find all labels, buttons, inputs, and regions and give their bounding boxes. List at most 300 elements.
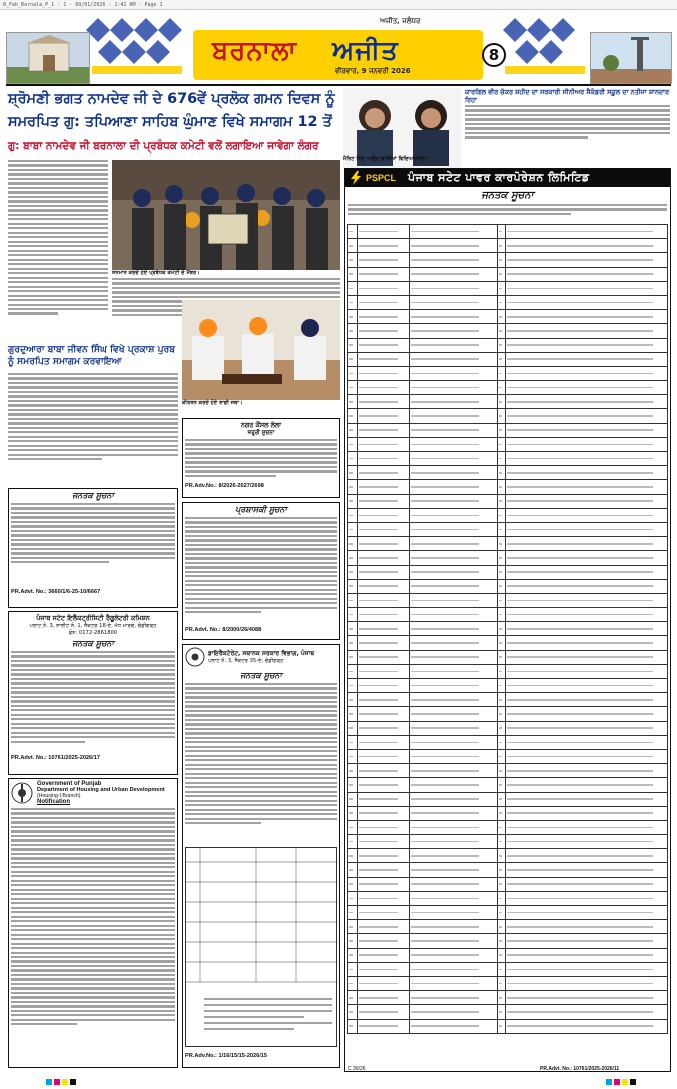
tender-row (348, 565, 668, 579)
tender-cell (498, 1019, 506, 1033)
tender-cell (348, 707, 358, 721)
tender-cell (506, 693, 668, 707)
tender-cell (498, 225, 506, 239)
masthead-photo-right (590, 32, 672, 84)
masthead-kicker: ਅਜੀਤ, ਜਲੰਧਰ (380, 17, 421, 25)
tender-cell (498, 877, 506, 891)
tender-cell (358, 679, 410, 693)
tender-cell (410, 891, 498, 905)
tender-cell (498, 253, 506, 267)
logo-barnala: ਬਰਨਾਲਾ (212, 36, 298, 66)
regulatory-board-name: ਪੰਜਾਬ ਸਟੇਟ ਇਲੈਕਟ੍ਰੀਸਿਟੀ ਰੈਗੂਲੇਟਰੀ ਕਮਿਸ਼ਨ (36, 614, 150, 622)
tender-cell (498, 267, 506, 281)
tender-cell (498, 395, 506, 409)
tender-cell (358, 835, 410, 849)
tender-cell (348, 267, 358, 281)
tender-row (348, 764, 668, 778)
tender-cell (358, 522, 410, 536)
tender-row (348, 962, 668, 976)
tender-cell (498, 608, 506, 622)
gov-line-1: Government of Punjab (37, 781, 102, 787)
tender-cell (348, 749, 358, 763)
tender-cell (410, 494, 498, 508)
tender-cell (348, 976, 358, 990)
tender-cell (498, 948, 506, 962)
tender-cell (410, 366, 498, 380)
tender-row (348, 352, 668, 366)
tender-cell (358, 579, 410, 593)
tender-cell (498, 310, 506, 324)
tender-cell (410, 707, 498, 721)
tender-row (348, 452, 668, 466)
council-notice-title: ਨਗਰ ਕੌਂਸਲ ਲੇਲਾ (240, 421, 282, 429)
tender-cell (358, 565, 410, 579)
tender-cell (410, 877, 498, 891)
tender-cell (498, 338, 506, 352)
pr-advt-5: PR.Adv.No.: 1/16/15/15-2026/15 (185, 1053, 267, 1059)
tender-cell (506, 849, 668, 863)
tender-cell (410, 664, 498, 678)
tender-cell (410, 849, 498, 863)
tender-cell (506, 778, 668, 792)
tender-row (348, 466, 668, 480)
tender-cell (498, 1005, 506, 1019)
tender-cell (498, 281, 506, 295)
tender-cell (498, 579, 506, 593)
pspcl-intro (345, 204, 670, 224)
tender-cell (506, 991, 668, 1005)
tender-cell (410, 551, 498, 565)
tender-cell (358, 920, 410, 934)
tender-row (348, 423, 668, 437)
tender-cell (358, 537, 410, 551)
directorate-line-1: ਡਾਇਰੈਕਟੋਰੇਟ, ਸਥਾਨਕ ਸਰਕਾਰ ਵਿਭਾਗ, ਪੰਜਾਬ (208, 649, 315, 657)
tender-cell (498, 820, 506, 834)
tender-cell (410, 650, 498, 664)
tender-cell (348, 508, 358, 522)
tender-row (348, 409, 668, 423)
tender-cell (358, 494, 410, 508)
tender-row (348, 522, 668, 536)
tender-cell (410, 1005, 498, 1019)
tender-row (348, 721, 668, 735)
tender-row (348, 366, 668, 380)
public-notice-box-1 (8, 488, 178, 608)
tender-cell (410, 522, 498, 536)
tender-cell (506, 423, 668, 437)
tender-cell (358, 891, 410, 905)
tender-cell (498, 863, 506, 877)
tender-cell (348, 636, 358, 650)
tender-cell (358, 749, 410, 763)
tender-cell (348, 920, 358, 934)
tender-row (348, 991, 668, 1005)
tender-cell (506, 565, 668, 579)
tender-cell (348, 735, 358, 749)
tender-cell (506, 593, 668, 607)
tender-cell (358, 976, 410, 990)
kirtan-photo (182, 300, 340, 400)
tender-row (348, 664, 668, 678)
tender-cell (498, 920, 506, 934)
tender-cell (410, 310, 498, 324)
tender-cell (410, 820, 498, 834)
tender-row (348, 1005, 668, 1019)
tender-row (348, 324, 668, 338)
tender-cell (358, 991, 410, 1005)
tender-cell (410, 608, 498, 622)
lead-headline-line2: ਸਮਰਪਿਤ ਗੁ: ਤਪਿਆਣਾ ਸਾਹਿਬ ਘੁੰਮਾਣ ਵਿਖੇ ਸਮਾਗਮ 12 ਤੋਂ (8, 114, 332, 130)
tender-cell (498, 409, 506, 423)
tender-cell (506, 225, 668, 239)
public-notice-title-1: ਜਨਤਕ ਸੂਚਨਾ (72, 491, 114, 500)
directorate-notice-title: ਜਨਤਕ ਸੂਚਨਾ (240, 671, 282, 680)
tender-cell (410, 352, 498, 366)
tender-row (348, 650, 668, 664)
tender-cell (348, 1019, 358, 1033)
kirtan-caption: ਕੀਰਤਨ ਕਰਦੇ ਹੋਏ ਰਾਗੀ ਜਥਾ। (182, 400, 243, 406)
tender-cell (498, 466, 506, 480)
directorate-notice-box (182, 644, 340, 1068)
lead-headline-line1: ਸ਼੍ਰੋਮਣੀ ਭਗਤ ਨਾਮਦੇਵ ਜੀ ਦੇ 676ਵੇਂ ਪ੍ਰਲੋਕ ਗਮਨ ਦਿਵਸ ਨੂੰ (8, 91, 335, 107)
pspcl-brand: PSPCL (366, 173, 397, 183)
tender-cell (410, 395, 498, 409)
tender-cell (348, 877, 358, 891)
tender-row (348, 934, 668, 948)
lightning-icon (349, 171, 363, 185)
gov-line-3: (Housing-I Branch) (37, 793, 81, 799)
lead-story-column-1 (8, 160, 108, 342)
tender-row (348, 778, 668, 792)
tender-cell (348, 295, 358, 309)
tender-cell (348, 565, 358, 579)
tender-cell (358, 664, 410, 678)
masthead-rule (6, 84, 671, 86)
masthead-photo-left (6, 32, 90, 84)
tender-cell (348, 466, 358, 480)
tender-row (348, 381, 668, 395)
tender-cell (358, 806, 410, 820)
tender-cell (358, 650, 410, 664)
tender-cell (348, 849, 358, 863)
tender-cell (358, 324, 410, 338)
directorate-emblem-icon (185, 647, 205, 667)
tender-cell (410, 423, 498, 437)
tender-cell (410, 466, 498, 480)
tender-cell (506, 650, 668, 664)
tender-cell (506, 466, 668, 480)
tender-cell (506, 253, 668, 267)
tender-cell (358, 721, 410, 735)
tender-cell (410, 792, 498, 806)
tender-cell (348, 792, 358, 806)
lead-subhead: ਗੁ: ਬਾਬਾ ਨਾਮਦੇਵ ਜੀ ਬਰਨਾਲਾ ਦੀ ਪ੍ਰਬੰਧਕ ਕਮੇਟੀ ਵਲੋਂ ਲਗਾਇਆ ਜਾਵੇਗਾ ਲੰਗਰ (8, 140, 319, 152)
tender-cell (358, 622, 410, 636)
tender-row (348, 636, 668, 650)
tender-cell (498, 976, 506, 990)
tender-cell (358, 551, 410, 565)
tender-cell (358, 310, 410, 324)
tender-cell (498, 707, 506, 721)
public-notice-title-2: ਜਨਤਕ ਸੂਚਨਾ (72, 639, 114, 648)
tender-cell (498, 537, 506, 551)
tender-cell (410, 281, 498, 295)
tender-row (348, 976, 668, 990)
page-number: 8 (482, 43, 506, 67)
tender-cell (358, 281, 410, 295)
pspcl-footer-left: C 30/26 (348, 1066, 366, 1072)
tender-cell (348, 281, 358, 295)
tender-cell (498, 679, 506, 693)
tender-cell (498, 778, 506, 792)
admin-notice-title: ਪ੍ਰਸ਼ਾਸਕੀ ਸੂਚਨਾ (235, 505, 287, 514)
tender-row (348, 806, 668, 820)
tender-cell (348, 437, 358, 451)
tender-cell (506, 551, 668, 565)
tender-cell (410, 863, 498, 877)
pr-advt-2: PR.Advt. No.: 10761/2025-2026/17 (11, 755, 100, 761)
tender-cell (410, 537, 498, 551)
tender-cell (410, 962, 498, 976)
tender-cell (506, 352, 668, 366)
admin-notice-box (182, 502, 340, 640)
pr-advt-4: PR.Advt. No.: 8/2000/26/4088 (185, 627, 262, 633)
tender-cell (358, 906, 410, 920)
tender-cell (358, 466, 410, 480)
tender-cell (506, 934, 668, 948)
tender-table (347, 224, 668, 1034)
tender-cell (506, 679, 668, 693)
tender-cell (506, 310, 668, 324)
pspcl-footer-right: PR.Advt. No.: 10761/2025-2026/11 (540, 1066, 620, 1072)
tender-cell (498, 295, 506, 309)
tender-cell (410, 225, 498, 239)
pspcl-tender-block (344, 168, 671, 1072)
tender-row (348, 267, 668, 281)
tender-cell (348, 721, 358, 735)
tender-row (348, 849, 668, 863)
tender-cell (506, 381, 668, 395)
tender-cell (410, 452, 498, 466)
gov-line-2: Department of Housing and Urban Development (37, 787, 165, 793)
tender-cell (348, 579, 358, 593)
tender-cell (358, 225, 410, 239)
directorate-line-2: ਪਲਾਟ ਨੰ. 3, ਸੈਕਟਰ 35-ਏ, ਚੰਡੀਗੜ੍ਹ (208, 657, 284, 664)
tender-row (348, 749, 668, 763)
tender-cell (506, 338, 668, 352)
tender-cell (348, 395, 358, 409)
tender-cell (506, 239, 668, 253)
top-right-body (465, 105, 670, 165)
directorate-schedule-table (185, 847, 337, 1047)
tender-row (348, 480, 668, 494)
tender-cell (348, 906, 358, 920)
tender-cell (498, 452, 506, 466)
tender-cell (358, 480, 410, 494)
tender-cell (348, 381, 358, 395)
tender-cell (506, 735, 668, 749)
tender-row (348, 877, 668, 891)
tender-cell (358, 792, 410, 806)
tender-cell (348, 253, 358, 267)
tender-cell (358, 295, 410, 309)
tender-cell (506, 764, 668, 778)
tender-cell (506, 508, 668, 522)
tender-cell (498, 764, 506, 778)
tender-row (348, 579, 668, 593)
tender-cell (410, 920, 498, 934)
tender-cell (348, 324, 358, 338)
tender-cell (498, 565, 506, 579)
regulatory-board-phone: ਫੋਨ: 0172-2861800 (68, 630, 118, 636)
tender-row (348, 537, 668, 551)
tender-cell (348, 537, 358, 551)
tender-cell (506, 452, 668, 466)
tender-cell (498, 480, 506, 494)
tender-cell (348, 962, 358, 976)
tender-cell (506, 366, 668, 380)
tender-cell (506, 877, 668, 891)
tender-cell (358, 636, 410, 650)
tender-cell (506, 324, 668, 338)
tender-cell (506, 920, 668, 934)
pspcl-header-band (345, 169, 670, 187)
council-notice-subtitle: ਜ਼ਰੂਰੀ ਸੂਚਨਾ (247, 430, 275, 436)
students-caption: ਮੈਰਿਟ ਵਿਚ ਆਉਣ ਵਾਲੀਆਂ ਵਿਦਿਆਰਥਣਾਂ। (343, 156, 430, 162)
tender-cell (410, 437, 498, 451)
tender-row (348, 281, 668, 295)
tender-cell (410, 906, 498, 920)
tender-cell (348, 522, 358, 536)
tender-cell (410, 295, 498, 309)
tender-cell (506, 1019, 668, 1033)
tender-cell (506, 295, 668, 309)
tender-cell (506, 1005, 668, 1019)
tender-cell (498, 508, 506, 522)
tender-cell (348, 608, 358, 622)
tender-cell (358, 735, 410, 749)
tender-cell (358, 778, 410, 792)
tender-cell (410, 622, 498, 636)
tender-row (348, 707, 668, 721)
government-notification-box (8, 778, 178, 1068)
tender-cell (348, 310, 358, 324)
tender-cell (358, 948, 410, 962)
tender-row (348, 820, 668, 834)
tender-cell (348, 480, 358, 494)
tender-cell (498, 749, 506, 763)
tender-row (348, 948, 668, 962)
tender-row (348, 679, 668, 693)
tender-cell (410, 735, 498, 749)
tender-row (348, 395, 668, 409)
gov-line-4: Notification (37, 799, 70, 805)
tender-cell (348, 551, 358, 565)
tender-row (348, 920, 668, 934)
tender-row (348, 608, 668, 622)
tender-row (348, 891, 668, 905)
regulatory-notice-box (8, 611, 178, 775)
tender-cell (498, 551, 506, 565)
tender-cell (358, 1019, 410, 1033)
tender-cell (348, 225, 358, 239)
tender-cell (506, 792, 668, 806)
tender-cell (348, 409, 358, 423)
tender-row (348, 551, 668, 565)
tender-cell (348, 1005, 358, 1019)
tender-cell (498, 636, 506, 650)
tender-cell (358, 764, 410, 778)
tender-cell (498, 934, 506, 948)
tender-cell (498, 622, 506, 636)
tender-cell (410, 693, 498, 707)
tender-cell (498, 423, 506, 437)
tender-cell (410, 239, 498, 253)
tender-cell (358, 338, 410, 352)
tender-cell (348, 239, 358, 253)
tender-cell (498, 324, 506, 338)
lead-photo (112, 160, 340, 270)
tender-cell (506, 664, 668, 678)
tender-cell (348, 664, 358, 678)
tender-cell (498, 437, 506, 451)
tender-cell (506, 537, 668, 551)
tender-cell (506, 976, 668, 990)
tender-cell (358, 423, 410, 437)
tender-cell (506, 948, 668, 962)
tender-cell (358, 934, 410, 948)
tender-cell (506, 494, 668, 508)
tender-cell (348, 650, 358, 664)
tender-cell (498, 664, 506, 678)
tender-cell (506, 622, 668, 636)
logo-ajit: ਅਜੀਤ (332, 36, 399, 66)
tender-cell (358, 239, 410, 253)
tender-row (348, 310, 668, 324)
tender-cell (498, 239, 506, 253)
tender-cell (498, 906, 506, 920)
tender-cell (358, 409, 410, 423)
pr-advt-1: PR.Advt. No.: 3660/1/6-25-10/6667 (11, 589, 101, 595)
tender-cell (358, 352, 410, 366)
tender-cell (358, 508, 410, 522)
tender-table-wrapper (345, 224, 670, 1034)
tender-cell (410, 593, 498, 607)
top-right-headline: ਕਾਰਗਿਲ ਵੀਰ ਚੱਕਰ ਸ਼ਹੀਦ ਦਾ ਸਰਕਾਰੀ ਸੀਨੀਅਰ ਸੈਕੰਡਰੀ ਸਕੂਲ ਦਾ ਨਤੀਜਾ ਸ਼ਾਨਦਾਰ ਰਿਹਾ (465, 88, 669, 104)
print-color-marks (0, 1076, 677, 1089)
tender-cell (506, 749, 668, 763)
tender-cell (410, 381, 498, 395)
tender-cell (348, 820, 358, 834)
pr-advt-3: PR.Adv.No.: 8/2026-2027/2698 (185, 483, 264, 489)
tender-cell (348, 593, 358, 607)
tender-cell (410, 749, 498, 763)
tender-cell (498, 366, 506, 380)
tender-cell (410, 764, 498, 778)
tender-cell (498, 721, 506, 735)
tender-cell (506, 891, 668, 905)
tender-cell (358, 693, 410, 707)
tender-cell (410, 565, 498, 579)
tender-cell (348, 863, 358, 877)
tender-cell (358, 366, 410, 380)
tender-row (348, 593, 668, 607)
tender-row (348, 693, 668, 707)
tender-cell (506, 437, 668, 451)
tender-cell (358, 877, 410, 891)
second-story-body (8, 373, 178, 485)
tender-cell (410, 976, 498, 990)
